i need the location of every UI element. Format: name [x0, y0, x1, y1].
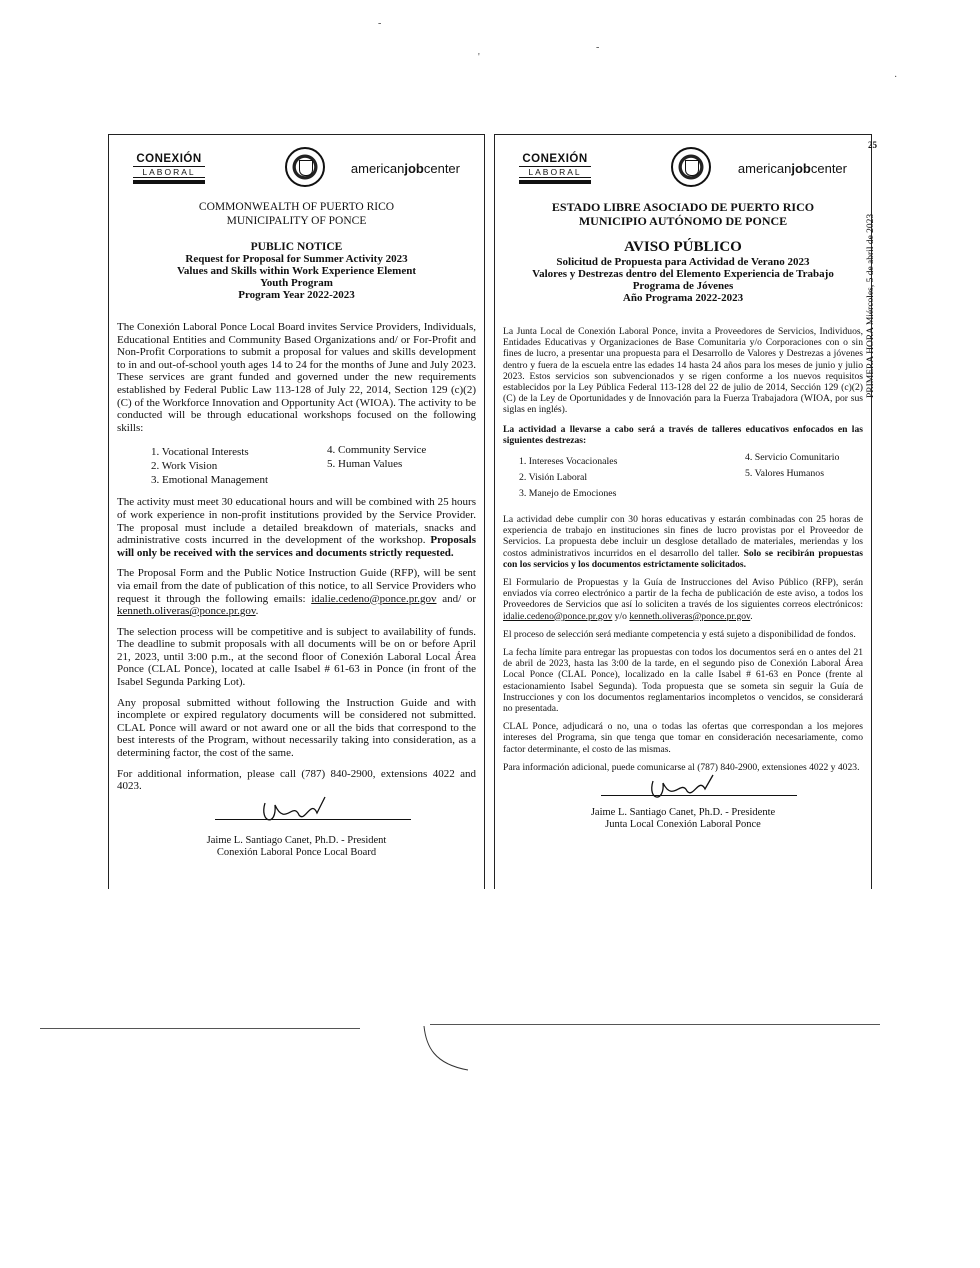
subtitle-line: Programa de Jóvenes — [632, 280, 734, 292]
logo-row — [117, 143, 476, 199]
notice-title: PUBLIC NOTICE — [250, 241, 343, 253]
skill-item: 1. Intereses Vocacionales — [519, 456, 618, 468]
ponce-seal-icon — [671, 147, 711, 187]
notice-title: AVISO PÚBLICO — [624, 239, 742, 255]
header-line: MUNICIPALITY OF PONCE — [226, 215, 367, 227]
subtitle-line: Values and Skills within Work Experience Element — [177, 265, 416, 277]
scan-curve — [420, 1024, 480, 1074]
subtitle-line: Program Year 2022-2023 — [238, 289, 355, 301]
header-line: ESTADO LIBRE ASOCIADO DE PUERTO RICO — [551, 200, 815, 214]
scan-speck: ' — [478, 52, 480, 63]
scan-line — [430, 1024, 880, 1025]
deadline-paragraph: La fecha límite para entregar las propuestas con todos los documentos será en o antes del 21 de abril de 2023, hasta las 3:00 de la tarde, en el segundo piso de Conexión Laboral Área Local Ponce (CLAL Ponce), localizado en la calle Isabel # 61-63 en Ponce (frente al estacionamiento Isabel Segunda). Toda propuesta que se someta sin seguir la Guía de Instrucciones y con los documentos reglamentarios incompletos o vencidos, se considerará no presentada. — [503, 647, 863, 715]
american-job-center-logo: americanjobcenter — [350, 161, 460, 176]
requirements-paragraph: The activity must meet 30 educational hours and will be combined with 25 hours of work experience in non-profit institutions provided by the Service Provider. The proposal must include a detailed breakdown of materials, snacks and administrative costs incurred in the development of the workshop. Proposals will only be received with the services and documents strictly requested. — [117, 496, 476, 559]
signature-block — [117, 793, 476, 835]
logo-row — [503, 143, 863, 199]
header-line: MUNICIPIO AUTÓNOMO DE PONCE — [578, 214, 788, 228]
deadline-paragraph: The selection process will be competitive and is subject to availability of funds. The deadline to submit proposals with all documents will be on or before April 21, 2023, until 3:00 p.m., at the second floor of Conexión Laboral Local Área Ponce (CLAL Ponce), located at calle Isabel # 61-63 in Ponce (in front of the Isabel Segunda Parking Lot). — [117, 625, 476, 689]
page-number: 25 — [868, 140, 877, 150]
conexion-laboral-logo: CONEXIÓN LABORAL — [133, 153, 205, 184]
email-link[interactable]: kenneth.oliveras@ponce.pr.gov — [117, 605, 256, 618]
scan-speck: - — [378, 18, 382, 29]
skill-item: 1. Vocational Interests — [151, 446, 249, 459]
signer-org: Junta Local Conexión Laboral Ponce — [605, 819, 761, 831]
email-link[interactable]: idalie.cedeno@ponce.pr.gov — [503, 610, 613, 622]
contact-paragraph: For additional information, please call (787) 840-2900, extensions 4022 and 4023. — [117, 767, 476, 793]
skill-item: 5. Human Values — [327, 458, 403, 471]
conexion-laboral-logo: CONEXIÓN LABORAL — [519, 153, 591, 184]
rfp-paragraph: The Proposal Form and the Public Notice Instruction Guide (RFP), will be sent via email from the date of publication of this notice, to all Service Providers who request it through the following emails: idalie.cedeno@ponce.pr.gov and/ or kenneth.oliveras@ponce.pr.gov. — [117, 567, 476, 618]
intro-paragraph: The Conexión Laboral Ponce Local Board invites Service Providers, Individuals, Educational Entities and Community Based Organizations and/ or For-Profit and Non-Profit Corporations to submit a proposal for values and skills development to in and out-of-school youth ages 14 to 24 for the months of June and July 2023. These services are grant funded and governed under the new requirements established by Federal Public Law 113-128 of July 22, 2014, Section 129 (c)(2)(C) of the Workforce Innovation and Opportunity Act (WIOA). The activity to be conducted will be through educational workshops focused on the following skills: — [117, 321, 476, 434]
subtitle-line: Youth Program — [260, 277, 333, 289]
skill-item: 3. Manejo de Emociones — [519, 488, 617, 500]
scan-speck: · — [894, 72, 898, 83]
signer-name: Jaime L. Santiago Canet, Ph.D. - President — [206, 834, 387, 846]
skill-item: 2. Work Vision — [151, 460, 218, 473]
skill-item: 4. Servicio Comunitario — [745, 452, 840, 464]
selection-paragraph: El proceso de selección será mediante competencia y está sujeto a disponibilidad de fondos. — [503, 628, 856, 640]
signature-scrawl — [255, 793, 335, 831]
skills-list — [503, 452, 863, 502]
signature-block — [503, 773, 863, 807]
rfp-paragraph: El Formulario de Propuestas y la Guía de Instrucciones del Aviso Público (RFP), serán enviados vía correo electrónico a partir de la fecha de publicación de este aviso, a todos los Proveedores de Servicios que así lo soliciten a través de los siguientes correos electrónicos: idalie.cedeno@ponce.pr.gov y/o kenneth.oliveras@ponce.pr.gov. — [503, 577, 863, 622]
subtitle-line: Valores y Destrezas dentro del Elemento Experiencia de Trabajo — [532, 268, 834, 280]
subtitle-line: Año Programa 2022-2023 — [622, 292, 744, 304]
signature-scrawl — [643, 773, 723, 807]
scan-line — [40, 1028, 360, 1029]
email-link[interactable]: kenneth.oliveras@ponce.pr.gov — [629, 610, 751, 622]
skill-item: 5. Valores Humanos — [745, 468, 825, 480]
intro-paragraph: La Junta Local de Conexión Laboral Ponce, invita a Proveedores de Servicios, Individuos, Entidades Educativas y Organizaciones de Base Comunitaria y/o Corporaciones con o sin fines de lucro, a presentar una propuesta para el Desarrollo de Valores y Destrezas a jóvenes dentro y fuera de la escuela entre las edades 14 hasta 24 años para los meses de junio y julio 2023. Estos servicios son subvencionados y se rigen conforme a los nuevos requisitos establecidos por la Ley Pública Federal 113-128 del 22 de julio de 2014, Sección 129 (c)(2)(C) de la Ley de Oportunidades y de Innovación para la Fuerza Trabajadora (WIOA, por sus siglas en inglés). — [503, 326, 863, 416]
skill-item: 4. Community Service — [327, 444, 427, 457]
requirements-paragraph: La actividad debe cumplir con 30 horas educativas y estarán combinadas con 25 horas de experiencia de trabajo en instituciones sin fines de lucro provistas por el Proveedor de Servicios. La propuesta debe incluir un desglose detallado de materiales, meriendas y los costos administrativos incurridos en el desarrollo del taller. Solo se recibirán propuestas con los servicios y los documentos estrictamente solicitados. — [503, 514, 863, 570]
skills-list — [117, 442, 476, 490]
award-paragraph: CLAL Ponce, adjudicará o no, una o todas las ofertas que correspondan a los mejores intereses del Programa, sin que tenga que tomar en consideración necesariamente, como factor determinante, el costo de las mismas. — [503, 721, 863, 755]
signer-name: Jaime L. Santiago Canet, Ph.D. - Presidente — [590, 807, 776, 819]
skills-intro: La actividad a llevarse a cabo será a través de talleres educativos enfocados en las siguientes destrezas: — [503, 423, 863, 446]
skill-item: 3. Emotional Management — [151, 474, 268, 487]
newspaper-imprint: PRIMERA HORA Miércoles, 5 de abril de 2023 — [866, 213, 876, 398]
notice-english — [108, 134, 485, 889]
header-line: COMMONWEALTH OF PUERTO RICO — [198, 201, 395, 213]
scan-speck: - — [596, 42, 600, 53]
signer-org: Conexión Laboral Ponce Local Board — [216, 846, 377, 858]
contact-paragraph: Para información adicional, puede comunicarse al (787) 840-2900, extensiones 4022 y 4023. — [503, 761, 860, 773]
notice-spanish — [494, 134, 872, 889]
skill-item: 2. Visión Laboral — [519, 472, 588, 484]
award-paragraph: Any proposal submitted without following the Instruction Guide and with incomplete or expired regulatory documents will be considered not submitted. CLAL Ponce will award or not award one or all the bids that correspond to the best interests of the Program, without necessarily taking into consideration, as a determining factor, the cost of the same. — [117, 696, 476, 760]
ponce-seal-icon — [285, 147, 325, 187]
subtitle-line: Solicitud de Propuesta para Actividad de Verano 2023 — [556, 256, 810, 268]
subtitle-line: Request for Proposal for Summer Activity 2023 — [185, 253, 408, 265]
email-link[interactable]: idalie.cedeno@ponce.pr.gov — [311, 592, 437, 605]
american-job-center-logo: americanjobcenter — [737, 161, 847, 176]
